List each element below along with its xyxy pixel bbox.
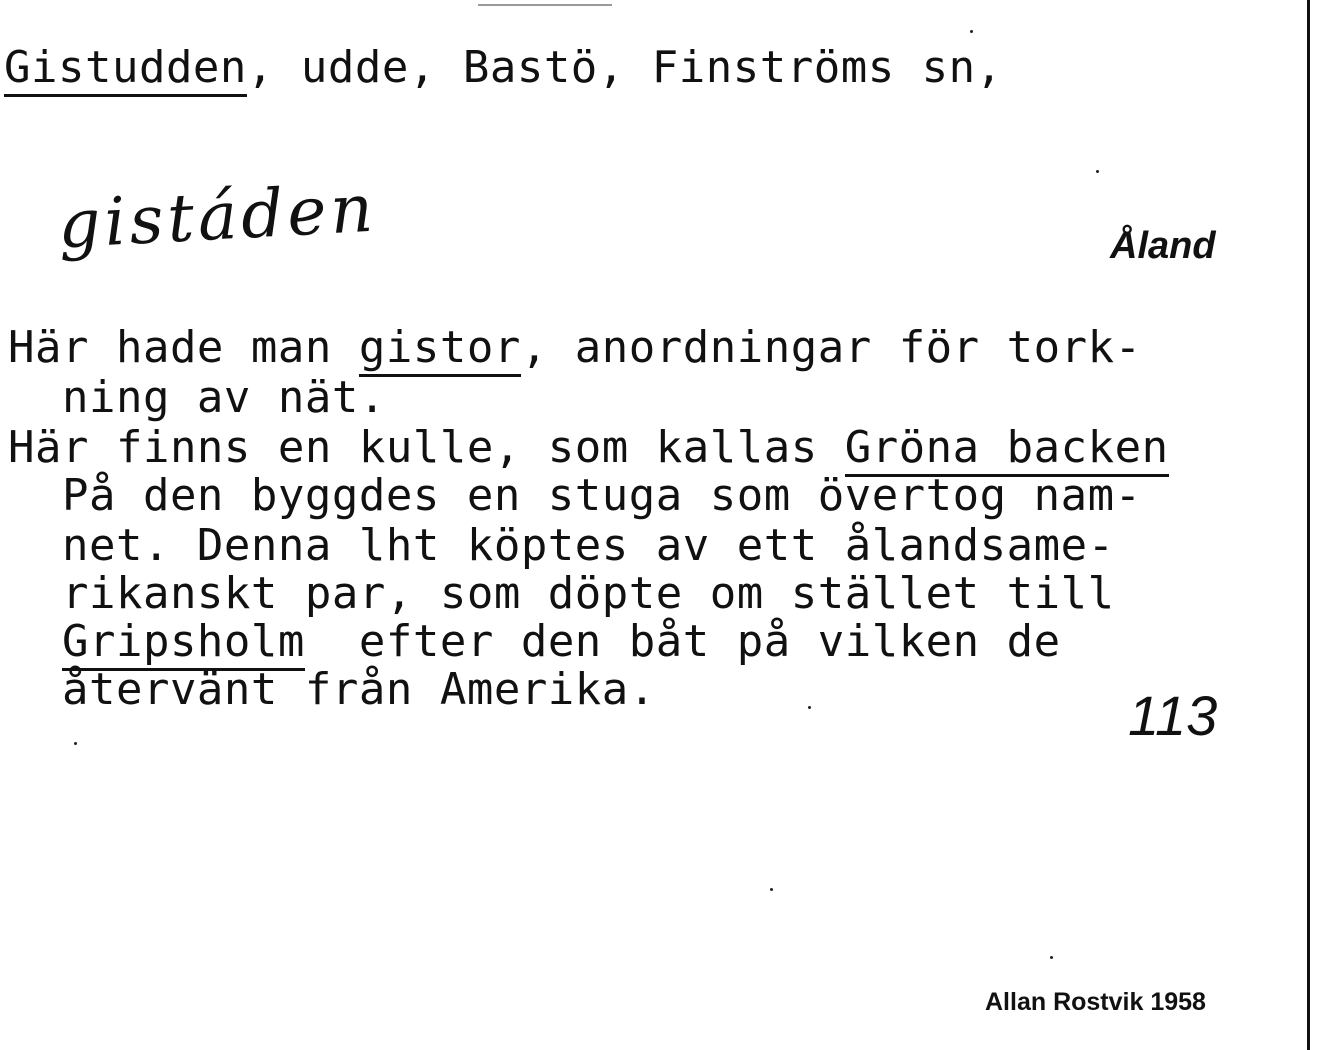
body-line-text: net. Denna lht köptes av ett ålandsame- <box>8 520 1115 571</box>
body-line-text: ning av nät. <box>8 372 386 423</box>
body-line-text: efter den båt på vilken de <box>304 616 1061 667</box>
scan-speck <box>74 742 77 745</box>
underlined-term: Gröna backen <box>845 422 1169 477</box>
scan-mark <box>478 4 612 6</box>
body-line-text: återvänt från Amerika. <box>8 664 656 715</box>
page-number: 113 <box>1128 684 1218 747</box>
card-heading <box>4 42 1003 94</box>
pronunciation-handwritten: gistáden <box>56 169 379 264</box>
headword: Gistudden <box>4 42 247 97</box>
underlined-term: gistor <box>359 322 521 377</box>
body-line <box>8 664 656 716</box>
scan-speck <box>808 706 811 709</box>
body-line <box>8 322 1142 374</box>
card-edge <box>1307 0 1310 1050</box>
region-stamp: Åland <box>1110 225 1216 267</box>
underlined-term: Gripsholm <box>62 616 305 671</box>
body-line <box>8 470 1142 522</box>
body-line-text: Här hade man <box>8 322 359 373</box>
scan-speck <box>970 30 973 33</box>
body-line <box>8 422 1169 474</box>
scan-speck <box>1096 170 1099 173</box>
heading-details: , udde, Bastö, Finströms sn, <box>246 42 1003 93</box>
scan-speck <box>1050 956 1053 959</box>
body-line-text: rikanskt par, som döpte om stället till <box>8 568 1115 619</box>
body-line-text: , anordningar för tork- <box>520 322 1142 373</box>
scan-speck <box>770 888 773 891</box>
body-line <box>8 520 1115 572</box>
body-line <box>8 568 1115 620</box>
body-line-text: På den byggdes en stuga som övertog nam- <box>8 470 1142 521</box>
author-signature: Allan Rostvik 1958 <box>985 988 1206 1016</box>
body-line-text: Här finns en kulle, som kallas <box>8 422 845 473</box>
body-line-text <box>8 616 62 667</box>
body-line <box>8 616 1061 668</box>
body-line <box>8 372 386 424</box>
